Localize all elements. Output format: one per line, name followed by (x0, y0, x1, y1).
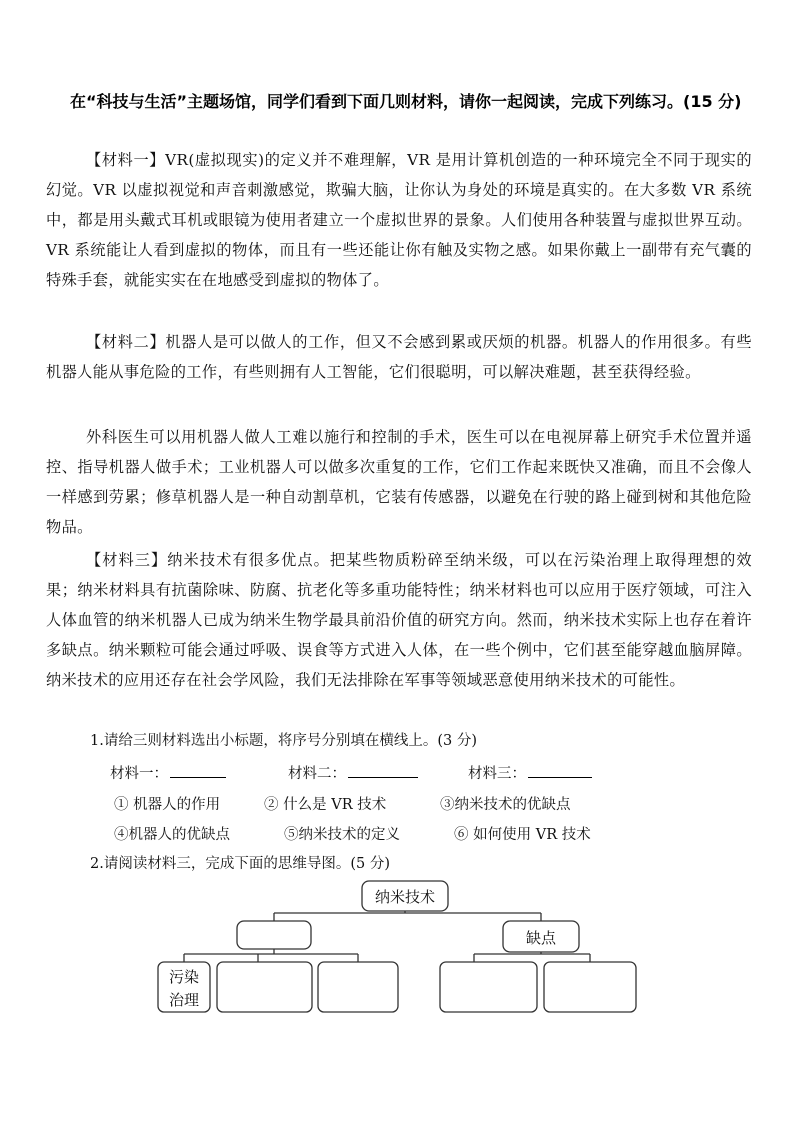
mindmap-blank-box-1[interactable] (217, 962, 312, 1012)
mindmap-disadvantages-label: 缺点 (525, 929, 557, 947)
mindmap-pollution-label-line2: 治理 (168, 991, 200, 1009)
option-2: ② 什么是 VR 技术 (264, 797, 387, 813)
intro-instruction: 在“科技与生活”主题场馆，同学们看到下面几则材料，请你一起阅读，完成下列练习。(15 分) (70, 92, 742, 111)
material-three: 【材料三】纳米技术有很多优点。把某些物质粉碎至纳米级，可以在污染治理上取得理想的效果；纳米材料具有抗菌除味、防腐、抗老化等多重功能特性；纳米材料也可以应用于医疗领域，可注入人体血管的纳米机器人已成为纳米生物学最具前沿价值的研究方向。然而，纳米技术实际上也存在着许多缺点。纳米颗粒可能会通过呼吸、误食等方式进入人体，在一些个例中，它们甚至能穿越血脑屏障。纳米技术的应用还存在社会学风险，我们无法排除在军事等领域恶意使用纳米技术的可能性。 (46, 551, 752, 689)
material-one: 【材料一】VR(虚拟现实)的定义并不难理解，VR 是用计算机创造的一种环境完全不同于现实的幻觉。VR 以虚拟视觉和声音刺激感觉，欺骗大脑，让你认为身处的环境是真实的。在大多数 VR 系统中，都是用头戴式耳机或眼镜为使用者建立一个虚拟世界的景象。人们使用各种装置与虚拟世界互动。VR 系统能让人看到虚拟的物体，而且有一些还能让你有触及实物之感。如果你戴上一副带有充气囊的特殊手套，就能实实在在地感受到虚拟的物体了。 (46, 151, 752, 289)
option-1: ① 机器人的作用 (114, 797, 221, 813)
question-2-prompt: 2.请阅读材料三，完成下面的思维导图。(5 分) (90, 856, 390, 872)
mindmap-blank-box-2[interactable] (318, 962, 398, 1012)
mindmap-root-label: 纳米技术 (374, 888, 436, 906)
material-two-continued: 外科医生可以用机器人做人工难以施行和控制的手术，医生可以在电视屏幕上研究手术位置并遥控、指导机器人做手术；工业机器人可以做多次重复的工作，它们工作起来既快又准确，而且不会像人一样感到劳累；修草机器人是一种自动割草机，它装有传感器，以避免在行驶的路上碰到树和其他危险物品。 (46, 428, 752, 536)
mindmap-pollution-label-line1: 污染 (168, 968, 200, 986)
option-5: ⑤纳米技术的定义 (284, 827, 400, 843)
blank-material-three[interactable]: 材料三： (468, 762, 592, 783)
mindmap-blank-box-3[interactable] (440, 962, 537, 1012)
mindmap-advantages-blank-box[interactable] (237, 921, 311, 949)
blank-material-two[interactable]: 材料二： (288, 762, 418, 783)
material-two: 【材料二】机器人是可以做人的工作，但又不会感到累或厌烦的机器。机器人的作用很多。有些机器人能从事危险的工作，有些则拥有人工智能，它们很聪明，可以解决难题，甚至获得经验。 (46, 333, 752, 381)
mindmap-blank-box-4[interactable] (544, 962, 636, 1012)
option-6: ⑥ 如何使用 VR 技术 (454, 827, 591, 843)
option-4: ④机器人的优缺点 (114, 827, 230, 843)
blank-material-one[interactable]: 材料一： (110, 762, 226, 783)
question-1-prompt: 1.请给三则材料选出小标题，将序号分别填在横线上。(3 分) (90, 733, 477, 749)
option-3: ③纳米技术的优缺点 (440, 797, 571, 813)
